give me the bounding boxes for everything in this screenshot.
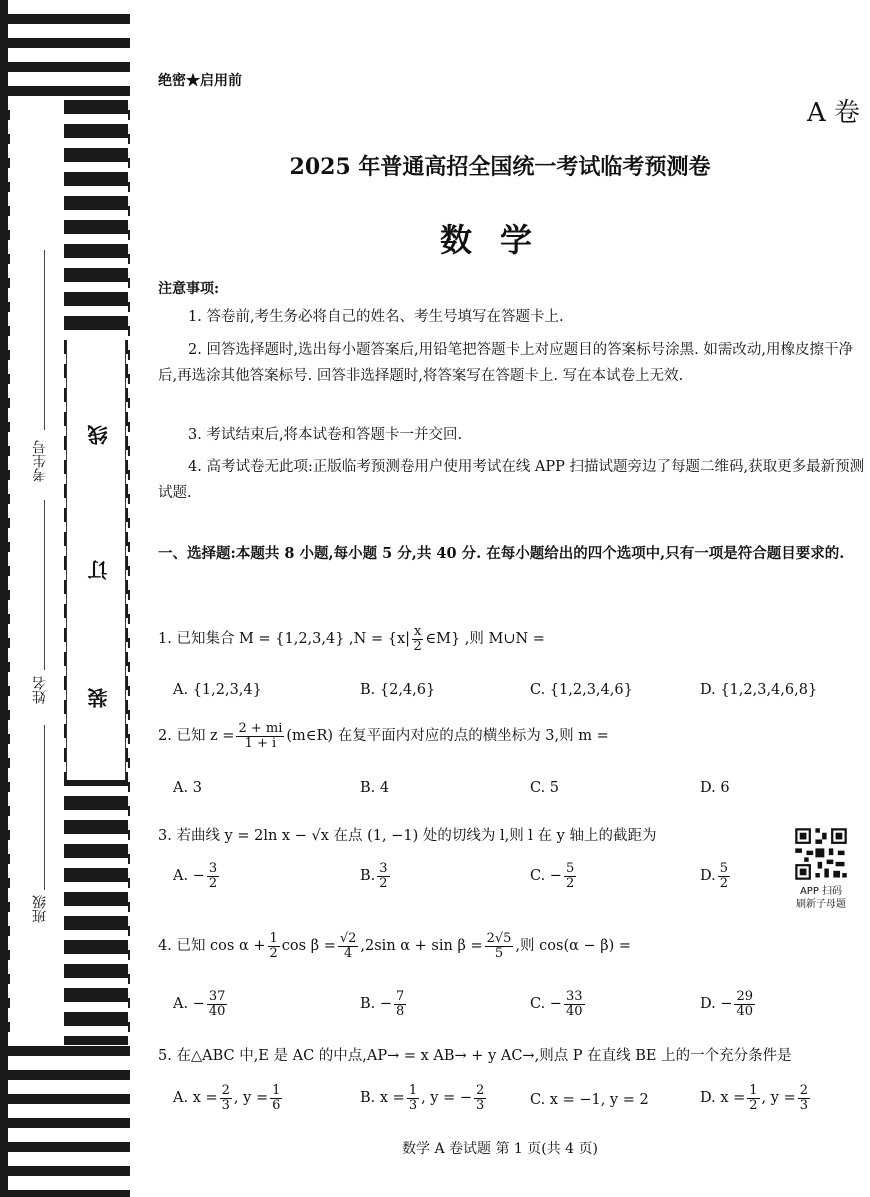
fraction: [207, 990, 228, 1018]
fraction-numerator: 1: [272, 1083, 281, 1098]
fraction: [747, 1084, 759, 1112]
q2-option-a: A. 3: [173, 780, 202, 796]
stem-text: 2. 已知 z =: [158, 728, 235, 745]
exam-number-line: [44, 250, 45, 430]
fraction-numerator: √2: [339, 931, 357, 946]
q5-option-b: [360, 1084, 488, 1112]
q5-option-a: [173, 1084, 284, 1112]
fraction: [485, 932, 514, 960]
option-prefix: B.: [360, 868, 376, 885]
fraction-numerator: 33: [565, 989, 583, 1004]
section-heading: 一、选择题:本题共 8 小题,每小题 5 分,共 40 分. 在每小题给出的四个选项中,只有一项是符合题目要求的.: [158, 545, 845, 562]
fraction: [734, 990, 755, 1018]
fraction: [474, 1084, 486, 1112]
q1-option-b: B. {2,4,6}: [360, 682, 436, 698]
fraction-numerator: 2: [476, 1083, 485, 1098]
question-3-stem: 3. 若曲线 y = 2ln x − √x 在点 (1, −1) 处的切线为 l,则 l 在 y 轴上的截距为: [158, 828, 657, 844]
option-prefix: D. x =: [700, 1090, 746, 1107]
fraction-denominator: 2: [269, 945, 278, 961]
fraction-denominator: 5: [494, 945, 504, 961]
fraction: [412, 625, 423, 653]
option-prefix: B. −: [360, 996, 393, 1013]
fraction-denominator: 40: [736, 1003, 754, 1019]
stem-text: (m∈R) 在复平面内对应的点的横坐标为 3,则 m =: [286, 728, 609, 745]
option-text: , y =: [233, 1090, 269, 1107]
fraction: [338, 932, 359, 960]
fraction-numerator: 2: [221, 1083, 230, 1098]
fraction: [564, 990, 585, 1018]
fraction-denominator: 8: [396, 1003, 405, 1019]
q4-option-b: [360, 990, 408, 1018]
stem-text: ,2sin α + sin β =: [360, 938, 483, 955]
fraction-denominator: 4: [343, 945, 353, 961]
fraction-denominator: 3: [799, 1097, 808, 1113]
fraction: [394, 990, 406, 1018]
q2-option-b: B. 4: [360, 780, 390, 796]
q3-option-a: [173, 862, 221, 890]
fraction-denominator: 2: [719, 875, 728, 891]
question-4-stem: [158, 932, 858, 960]
note-item: 2. 回答选择题时,选出每小题答案后,用铅笔把答题卡上对应题目的答案标号涂黑. 如需改动,用橡皮擦干净后,再选涂其他答案标号. 回答非选择题时,将答案写在答题卡上. 写在本试卷上无效.: [158, 342, 853, 384]
fraction-denominator: 6: [272, 1097, 281, 1113]
volume-label: A 卷: [806, 98, 860, 128]
fraction-numerator: 2√5: [486, 931, 512, 946]
stem-text: ,则 cos(α − β) =: [515, 938, 632, 955]
q5-option-c: C. x = −1, y = 2: [530, 1092, 649, 1108]
stem-text: 1. 已知集合 M = {1,2,3,4} ,N = {x|: [158, 631, 411, 648]
fraction: [268, 932, 280, 960]
page-footer: 数学 A 卷试题 第 1 页(共 4 页): [402, 1141, 598, 1157]
fraction: [564, 862, 576, 890]
fraction-denominator: 3: [221, 1097, 230, 1113]
fraction: [798, 1084, 810, 1112]
fraction-denominator: 40: [565, 1003, 583, 1019]
q3-option-d: [700, 862, 732, 890]
fraction-numerator: x: [414, 624, 422, 639]
fraction-numerator: 1: [749, 1083, 758, 1098]
binding-char-zhuang: 装: [87, 688, 111, 708]
fraction: [270, 1084, 282, 1112]
fraction-numerator: 37: [208, 989, 226, 1004]
fraction-denominator: 3: [476, 1097, 485, 1113]
q3-option-b: [360, 862, 392, 890]
fraction: [377, 862, 389, 890]
notes-heading: 注意事项:: [158, 281, 220, 297]
q2-option-c: C. 5: [530, 780, 560, 796]
fraction-numerator: 7: [396, 989, 405, 1004]
subject-title: 数学: [439, 221, 560, 259]
q2-option-d: D. 6: [700, 780, 730, 796]
fraction-denominator: 2: [379, 875, 388, 891]
note-item: 4. 高考试卷无此项:正版临考预测卷用户使用考试在线 APP 扫描试题旁边了每题二维码,获取更多最新预测试题.: [158, 459, 865, 501]
option-prefix: C. −: [530, 868, 562, 885]
fraction-denominator: 2: [413, 638, 422, 654]
option-prefix: A. −: [173, 996, 205, 1013]
question-5-stem: 5. 在△ABC 中,E 是 AC 的中点,AP→ = x AB→ + y AC→,则点 P 在直线 BE 上的一个充分条件是: [158, 1048, 792, 1064]
fraction-numerator: 29: [736, 989, 754, 1004]
fraction-numerator: 5: [565, 861, 575, 876]
class-line: [44, 725, 45, 890]
binding-char-ding: 订: [87, 560, 111, 580]
option-prefix: A. x =: [173, 1090, 218, 1107]
fraction: [407, 1084, 419, 1112]
binding-rail: [0, 0, 8, 1197]
stem-text: 4. 已知 cos α +: [158, 938, 266, 955]
name-label: 姓名: [32, 676, 48, 704]
option-text: , y = −: [421, 1090, 473, 1107]
q4-option-c: [530, 990, 587, 1018]
fraction: [207, 862, 219, 890]
q1-option-d: D. {1,2,3,4,6,8}: [700, 682, 818, 698]
exam-title: 2025 年普通高招全国统一考试临考预测卷: [289, 154, 711, 180]
confidential-label: 绝密★启用前: [158, 73, 242, 89]
fraction-numerator: 1: [269, 931, 278, 946]
class-label: 班级: [32, 895, 48, 923]
option-prefix: C. −: [530, 996, 562, 1013]
fraction: [236, 722, 284, 750]
qr-caption-line: 刷新子母题: [796, 899, 846, 910]
fraction-denominator: 1 + i: [244, 735, 277, 751]
name-line: [44, 500, 45, 670]
qr-caption: [786, 885, 856, 911]
q4-option-d: [700, 990, 757, 1018]
fraction-numerator: 5: [719, 861, 728, 876]
option-prefix: D.: [700, 868, 716, 885]
fraction-numerator: 2: [799, 1083, 808, 1098]
q4-option-a: [173, 990, 229, 1018]
fraction: [220, 1084, 232, 1112]
binding-margin: [0, 0, 130, 1197]
exam-number-label: 考生号: [32, 440, 48, 482]
qr-code-icon: [793, 826, 849, 882]
note-item: 3. 考试结束后,将本试卷和答题卡一并交回.: [188, 427, 463, 443]
fraction-numerator: 1: [408, 1083, 418, 1098]
fraction-denominator: 3: [408, 1097, 418, 1113]
option-prefix: B. x =: [360, 1090, 405, 1107]
fraction-numerator: 3: [379, 861, 388, 876]
option-prefix: A. −: [173, 868, 205, 885]
binding-char-line: 线: [87, 425, 111, 445]
q1-option-a: A. {1,2,3,4}: [173, 682, 262, 698]
q5-option-d: [700, 1084, 812, 1112]
fraction-denominator: 2: [565, 875, 575, 891]
q1-option-c: C. {1,2,3,4,6}: [530, 682, 633, 698]
fraction-numerator: 3: [208, 861, 218, 876]
fraction-numerator: 2 + mi: [238, 721, 283, 736]
question-1-stem: [158, 625, 858, 653]
stem-text: cos β =: [281, 938, 336, 955]
fraction: [718, 862, 730, 890]
fraction-denominator: 40: [208, 1003, 226, 1019]
note-item: 1. 答卷前,考生务必将自己的姓名、考生号填写在答题卡上.: [188, 309, 564, 325]
q3-option-c: [530, 862, 578, 890]
qr-caption-line: APP 扫码: [799, 886, 843, 897]
fraction-denominator: 2: [208, 875, 218, 891]
question-2-stem: [158, 722, 858, 750]
option-text: , y =: [761, 1090, 796, 1107]
stem-text: ∈M} ,则 M∪N =: [425, 631, 545, 648]
option-prefix: D. −: [700, 996, 733, 1013]
fraction-denominator: 2: [749, 1097, 758, 1113]
